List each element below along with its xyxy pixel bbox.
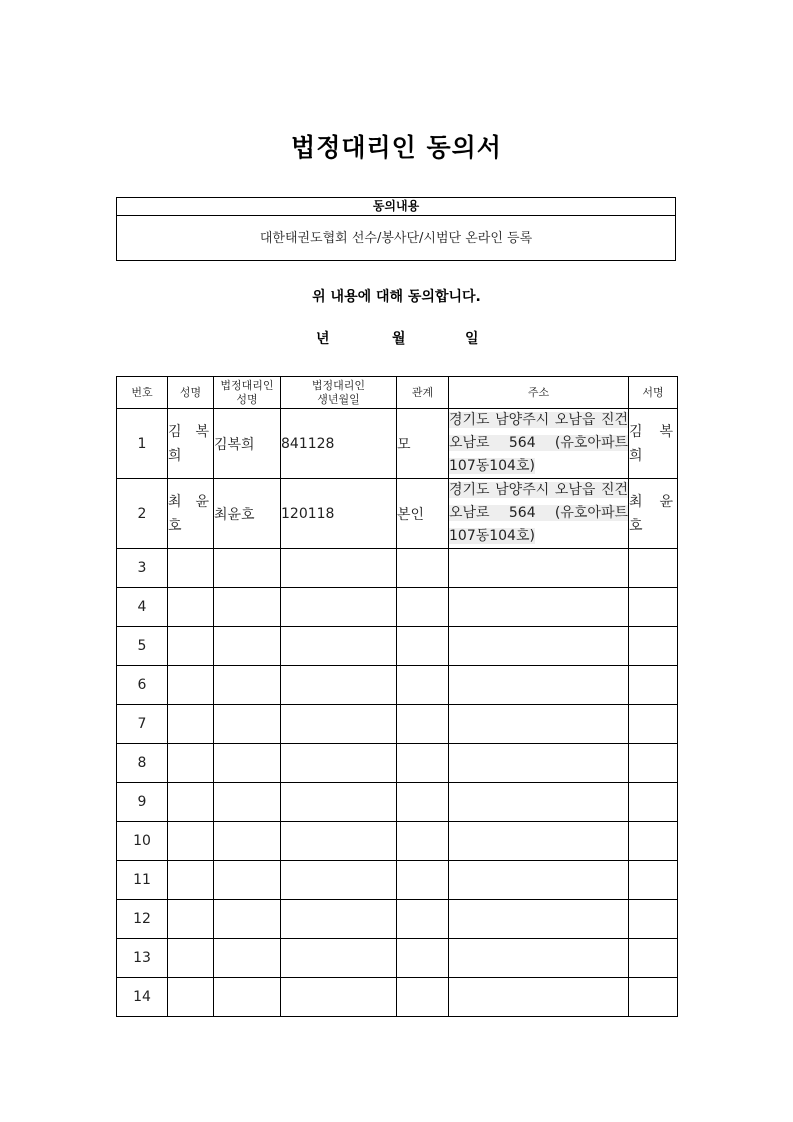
header-guardian-birth: 법정대리인 생년월일 bbox=[281, 377, 397, 409]
cell-address bbox=[449, 409, 629, 479]
table-row bbox=[117, 666, 678, 705]
cell-name bbox=[168, 744, 214, 783]
cell-name bbox=[168, 783, 214, 822]
consent-box bbox=[116, 197, 676, 261]
cell-sign: 최 윤 호 bbox=[629, 479, 678, 549]
table-row bbox=[117, 900, 678, 939]
cell-no: 1 bbox=[117, 409, 168, 479]
cell-guardian-birth bbox=[281, 705, 397, 744]
table-row bbox=[117, 409, 678, 479]
cell-guardian-birth bbox=[281, 588, 397, 627]
cell-no: 9 bbox=[117, 783, 168, 822]
address-text: 경기도 남양주시 오남읍 진건오남로 564 (유호아파트 107동104호) bbox=[449, 412, 628, 474]
cell-no: 10 bbox=[117, 822, 168, 861]
cell-guardian-name bbox=[214, 705, 281, 744]
cell-sign bbox=[629, 549, 678, 588]
cell-sign bbox=[629, 900, 678, 939]
cell-relation bbox=[397, 822, 449, 861]
cell-no: 5 bbox=[117, 627, 168, 666]
cell-sign bbox=[629, 744, 678, 783]
header-guardian-name: 법정대리인 성명 bbox=[214, 377, 281, 409]
cell-guardian-birth bbox=[281, 822, 397, 861]
cell-relation: 본인 bbox=[397, 479, 449, 549]
cell-relation bbox=[397, 783, 449, 822]
cell-sign: 김 복 희 bbox=[629, 409, 678, 479]
cell-guardian-birth bbox=[281, 666, 397, 705]
cell-address bbox=[449, 861, 629, 900]
cell-guardian-name bbox=[214, 861, 281, 900]
cell-guardian-birth bbox=[281, 744, 397, 783]
cell-guardian-birth bbox=[281, 939, 397, 978]
cell-name: 김 복 희 bbox=[168, 409, 214, 479]
cell-guardian-name bbox=[214, 822, 281, 861]
date-day-label: 일 bbox=[465, 331, 479, 347]
cell-no: 12 bbox=[117, 900, 168, 939]
cell-name bbox=[168, 705, 214, 744]
table-row bbox=[117, 588, 678, 627]
cell-address bbox=[449, 900, 629, 939]
cell-name: 최 윤 호 bbox=[168, 479, 214, 549]
cell-guardian-birth bbox=[281, 549, 397, 588]
table-row bbox=[117, 783, 678, 822]
cell-relation bbox=[397, 900, 449, 939]
cell-guardian-birth bbox=[281, 627, 397, 666]
cell-no: 4 bbox=[117, 588, 168, 627]
table-row bbox=[117, 705, 678, 744]
cell-no: 13 bbox=[117, 939, 168, 978]
date-year-label: 년 bbox=[316, 331, 330, 347]
cell-name bbox=[168, 978, 214, 1017]
cell-no: 3 bbox=[117, 549, 168, 588]
cell-address bbox=[449, 479, 629, 549]
cell-name bbox=[168, 588, 214, 627]
cell-guardian-name: 김복희 bbox=[214, 409, 281, 479]
table-header-row bbox=[117, 377, 678, 409]
cell-no: 6 bbox=[117, 666, 168, 705]
document-title: 법정대리인 동의서 bbox=[291, 133, 502, 162]
agree-statement: 위 내용에 대해 동의합니다. bbox=[312, 289, 481, 305]
cell-address bbox=[449, 939, 629, 978]
cell-relation bbox=[397, 705, 449, 744]
cell-sign bbox=[629, 939, 678, 978]
header-name: 성명 bbox=[168, 377, 214, 409]
cell-guardian-birth bbox=[281, 978, 397, 1017]
cell-name bbox=[168, 666, 214, 705]
cell-guardian-name bbox=[214, 666, 281, 705]
table-row bbox=[117, 978, 678, 1017]
guardian-table bbox=[116, 376, 678, 1017]
cell-guardian-birth bbox=[281, 900, 397, 939]
cell-address bbox=[449, 588, 629, 627]
table-row bbox=[117, 627, 678, 666]
cell-name bbox=[168, 549, 214, 588]
cell-address bbox=[449, 744, 629, 783]
cell-relation bbox=[397, 861, 449, 900]
header-no: 번호 bbox=[117, 377, 168, 409]
cell-no: 11 bbox=[117, 861, 168, 900]
cell-name bbox=[168, 939, 214, 978]
cell-guardian-birth: 120118 bbox=[281, 479, 397, 549]
cell-name bbox=[168, 861, 214, 900]
cell-sign bbox=[629, 588, 678, 627]
cell-no: 14 bbox=[117, 978, 168, 1017]
cell-relation bbox=[397, 978, 449, 1017]
cell-guardian-name: 최윤호 bbox=[214, 479, 281, 549]
cell-guardian-birth bbox=[281, 783, 397, 822]
cell-guardian-birth bbox=[281, 861, 397, 900]
cell-guardian-name bbox=[214, 939, 281, 978]
cell-sign bbox=[629, 978, 678, 1017]
cell-sign bbox=[629, 822, 678, 861]
cell-relation bbox=[397, 939, 449, 978]
cell-relation: 모 bbox=[397, 409, 449, 479]
header-address: 주소 bbox=[449, 377, 629, 409]
cell-sign bbox=[629, 666, 678, 705]
cell-guardian-name bbox=[214, 627, 281, 666]
table-row bbox=[117, 479, 678, 549]
table-row bbox=[117, 861, 678, 900]
cell-name bbox=[168, 627, 214, 666]
cell-sign bbox=[629, 861, 678, 900]
cell-relation bbox=[397, 588, 449, 627]
cell-guardian-name bbox=[214, 549, 281, 588]
cell-name bbox=[168, 900, 214, 939]
cell-no: 2 bbox=[117, 479, 168, 549]
date-month-label: 월 bbox=[392, 331, 406, 347]
address-text: 경기도 남양주시 오남읍 진건오남로 564 (유호아파트 107동104호) bbox=[449, 482, 628, 544]
consent-content: 대한태권도협회 선수/봉사단/시범단 온라인 등록 bbox=[259, 231, 533, 246]
header-sign: 서명 bbox=[629, 377, 678, 409]
cell-address bbox=[449, 666, 629, 705]
cell-guardian-name bbox=[214, 588, 281, 627]
table-row bbox=[117, 744, 678, 783]
cell-relation bbox=[397, 627, 449, 666]
cell-guardian-name bbox=[214, 900, 281, 939]
cell-address bbox=[449, 705, 629, 744]
cell-guardian-name bbox=[214, 783, 281, 822]
cell-address bbox=[449, 822, 629, 861]
cell-address bbox=[449, 978, 629, 1017]
cell-address bbox=[449, 627, 629, 666]
cell-sign bbox=[629, 783, 678, 822]
cell-relation bbox=[397, 549, 449, 588]
table-row bbox=[117, 822, 678, 861]
cell-sign bbox=[629, 705, 678, 744]
cell-relation bbox=[397, 666, 449, 705]
table-row bbox=[117, 939, 678, 978]
consent-header: 동의내용 bbox=[117, 198, 675, 216]
header-relation: 관계 bbox=[397, 377, 449, 409]
cell-address bbox=[449, 549, 629, 588]
cell-no: 8 bbox=[117, 744, 168, 783]
cell-guardian-name bbox=[214, 978, 281, 1017]
cell-relation bbox=[397, 744, 449, 783]
cell-guardian-birth: 841128 bbox=[281, 409, 397, 479]
cell-guardian-name bbox=[214, 744, 281, 783]
cell-sign bbox=[629, 627, 678, 666]
table-row bbox=[117, 549, 678, 588]
cell-address bbox=[449, 783, 629, 822]
cell-name bbox=[168, 822, 214, 861]
cell-no: 7 bbox=[117, 705, 168, 744]
